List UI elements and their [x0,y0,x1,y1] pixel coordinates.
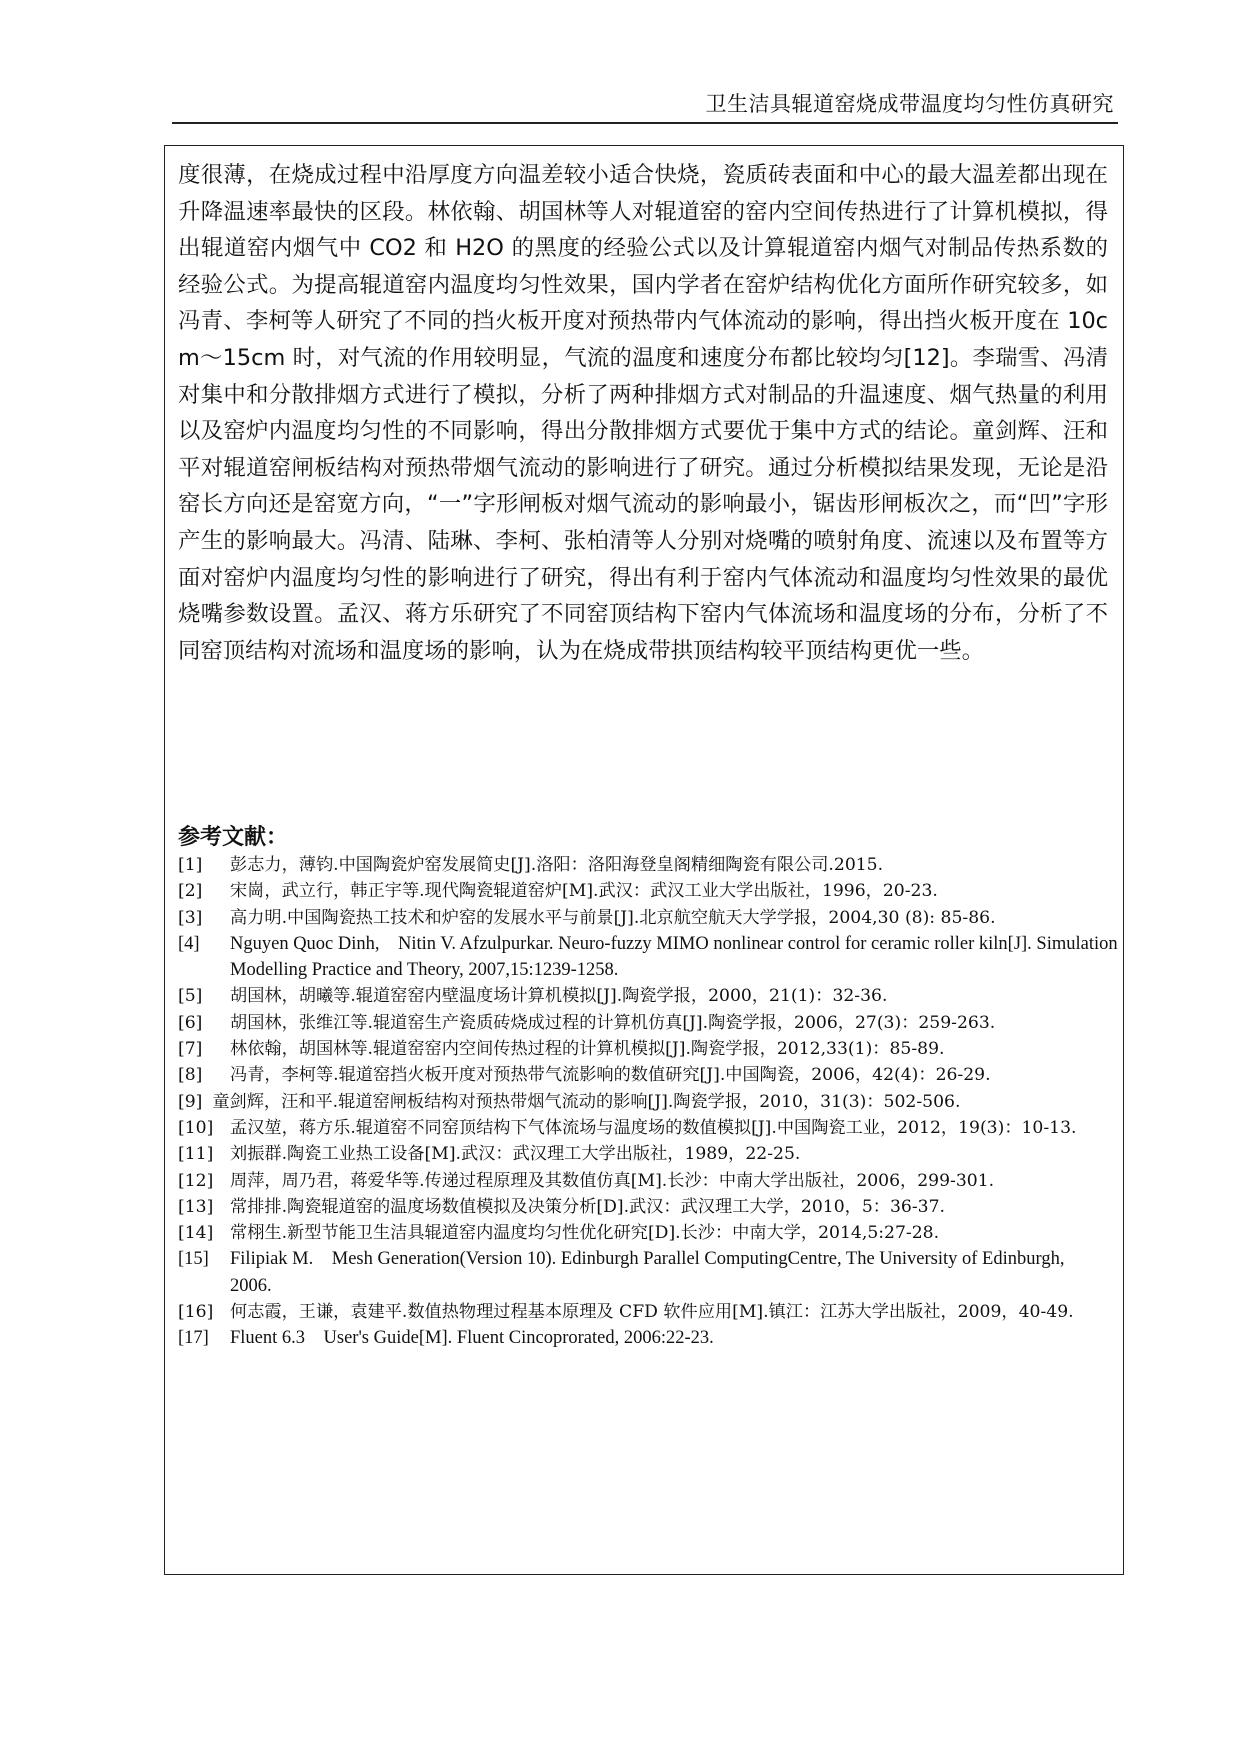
body-text [178,157,1108,669]
reference-item [178,1062,1118,1088]
reference-number: [7] [178,1039,203,1060]
reference-text: Filipiak M. Mesh Generation(Version 10). Edinburgh Parallel ComputingCentre, The University of Edinburgh, 2006. [230,1249,1083,1296]
reference-item [178,1141,1118,1167]
reference-number: [9] [178,1091,203,1112]
reference-item [178,983,1118,1009]
running-title: 卫生洁具辊道窑烧成带温度均匀性仿真研究 [705,92,1114,116]
reference-item [178,1168,1118,1194]
reference-number: [11] [178,1144,214,1165]
reference-number: [4] [178,933,200,954]
body-paragraph: 度很薄，在烧成过程中沿厚度方向温差较小适合快烧，瓷质砖表面和中心的最大温差都出现在升降温速率最快的区段。林依翰、胡国林等人对辊道窑的窑内空间传热进行了计算机模拟，得出辊道窑内烟气中 CO2 和 H2O 的黑度的经验公式以及计算辊道窑内烟气对制品传热系数的经验公式。为提高辊道窑内温度均匀性效果，国内学者在窑炉结构优化方面所作研究较多，如冯青、李柯等人研究了不同的挡火板开度对预热带内气体流动的影响，得出挡火板开度在 10cm～15cm 时，对气流的作用较明显，气流的温度和速度分布都比较均匀[12]。李瑞雪、冯清对集中和分散排烟方式进行了模拟，分析了两种排烟方式对制品的升温速度、烟气热量的利用以及窑炉内温度均匀性的不同影响，得出分散排烟方式要优于集中方式的结论。童剑辉、汪和平对辊道窑闸板结构对预热带烟气流动的影响进行了研究。通过分析模拟结果发现，无论是沿窑长方向还是窑宽方向，“一”字形闸板对烟气流动的影响最小，锯齿形闸板次之，而“凹”字形产生的影响最大。冯清、陆琳、李柯、张柏清等人分别对烧嘴的喷射角度、流速以及布置等方面对窑炉内温度均匀性的影响进行了研究，得出有利于窑内气体流动和温度均匀性效果的最优烧嘴参数设置。孟汉、蒋方乐研究了不同窑顶结构下窑内气体流场和温度场的分布，分析了不同窑顶结构对流场和温度场的影响，认为在烧成带拱顶结构较平顶结构更优一些。 [178,162,1108,664]
reference-text: 林依翰，胡国林等.辊道窑窑内空间传热过程的计算机模拟[J].陶瓷学报，2012,33(1)：85-89. [230,1039,945,1060]
reference-text: 常栩生.新型节能卫生洁具辊道窑内温度均匀性优化研究[D].长沙：中南大学，2014,5:27-28. [230,1223,940,1244]
reference-text: 何志霞，王谦，袁建平.数值热物理过程基本原理及 CFD 软件应用[M].镇江：江苏大学出版社，2009，40-49. [230,1302,1074,1323]
reference-number: [3] [178,907,203,928]
reference-text: 彭志力，薄钧.中国陶瓷炉窑发展简史[J].洛阳：洛阳海登皇阁精细陶瓷有限公司.2015. [230,855,884,875]
reference-text: 冯青，李柯等.辊道窑挡火板开度对预热带气流影响的数值研究[J].中国陶瓷，2006，42(4)：26-29. [230,1065,991,1086]
reference-item [178,1246,1118,1299]
reference-number: [17] [178,1328,209,1349]
reference-text: 周萍，周乃君，蒋爱华等.传递过程原理及其数值仿真[M].长沙：中南大学出版社，2006，299-301. [230,1170,995,1191]
reference-item [178,852,1118,878]
reference-item [178,1089,1118,1115]
reference-item [178,931,1118,984]
reference-text: Fluent 6.3 User's Guide[M]. Fluent Cincoprorated, 2006:22-23. [230,1328,714,1349]
reference-text: 宋崗，武立行，韩正宇等.现代陶瓷辊道窑炉[M].武汉：武汉工业大学出版社，1996，20-23. [230,881,938,902]
reference-text: 常排排.陶瓷辊道窑的温度场数值模拟及决策分析[D].武汉：武汉理工大学，2010，5：36-37. [230,1196,945,1217]
page-header [172,84,1118,124]
reference-item [178,878,1118,904]
reference-text: 胡国林，胡曦等.辊道窑窑内壁温度场计算机模拟[J].陶瓷学报，2000，21(1)：32-36. [230,986,888,1007]
reference-item [178,1220,1118,1246]
reference-number: [14] [178,1223,214,1244]
reference-text: 高力明.中国陶瓷热工技术和炉窑的发展水平与前景[J].北京航空航天大学学报，2004,30 (8): 85-86. [230,907,996,928]
reference-number: [12] [178,1170,214,1191]
reference-text: 童剑辉，汪和平.辊道窑闸板结构对预热带烟气流动的影响[J].陶瓷学报，2010，31(3)：502-506. [212,1091,961,1112]
reference-number: [8] [178,1065,203,1086]
reference-item [178,905,1118,931]
reference-number: [5] [178,986,203,1007]
reference-number: [6] [178,1012,203,1033]
reference-text: 孟汉堃，蒋方乐.辊道窑不同窑顶结构下气体流场与温度场的数值模拟[J].中国陶瓷工业，2012，19(3)：10-13. [230,1117,1077,1138]
reference-item [178,1115,1118,1141]
reference-number: [2] [178,881,203,902]
reference-item [178,1299,1118,1325]
reference-item [178,1036,1118,1062]
reference-number: [10] [178,1117,214,1138]
reference-text: 胡国林，张维江等.辊道窑生产瓷质砖烧成过程的计算机仿真[J].陶瓷学报，2006，27(3)：259-263. [230,1012,996,1033]
reference-number: [13] [178,1196,214,1217]
reference-number: [1] [178,855,203,875]
reference-item [178,1194,1118,1220]
reference-text: Nguyen Quoc Dinh, Nitin V. Afzulpurkar. Neuro-fuzzy MIMO nonlinear control for ceramic roller kiln[J]. Simulation Modelling Practice and Theory, 2007,15:1239-1258. [230,933,1118,981]
reference-item [178,1325,1118,1351]
references-heading: 参考文献： [178,825,289,850]
reference-list [178,852,1118,1352]
reference-number: [15] [178,1249,209,1270]
reference-text: 刘振群.陶瓷工业热工设备[M].武汉：武汉理工大学出版社，1989，22-25. [230,1144,801,1165]
reference-item [178,1010,1118,1036]
reference-number: [16] [178,1302,214,1323]
